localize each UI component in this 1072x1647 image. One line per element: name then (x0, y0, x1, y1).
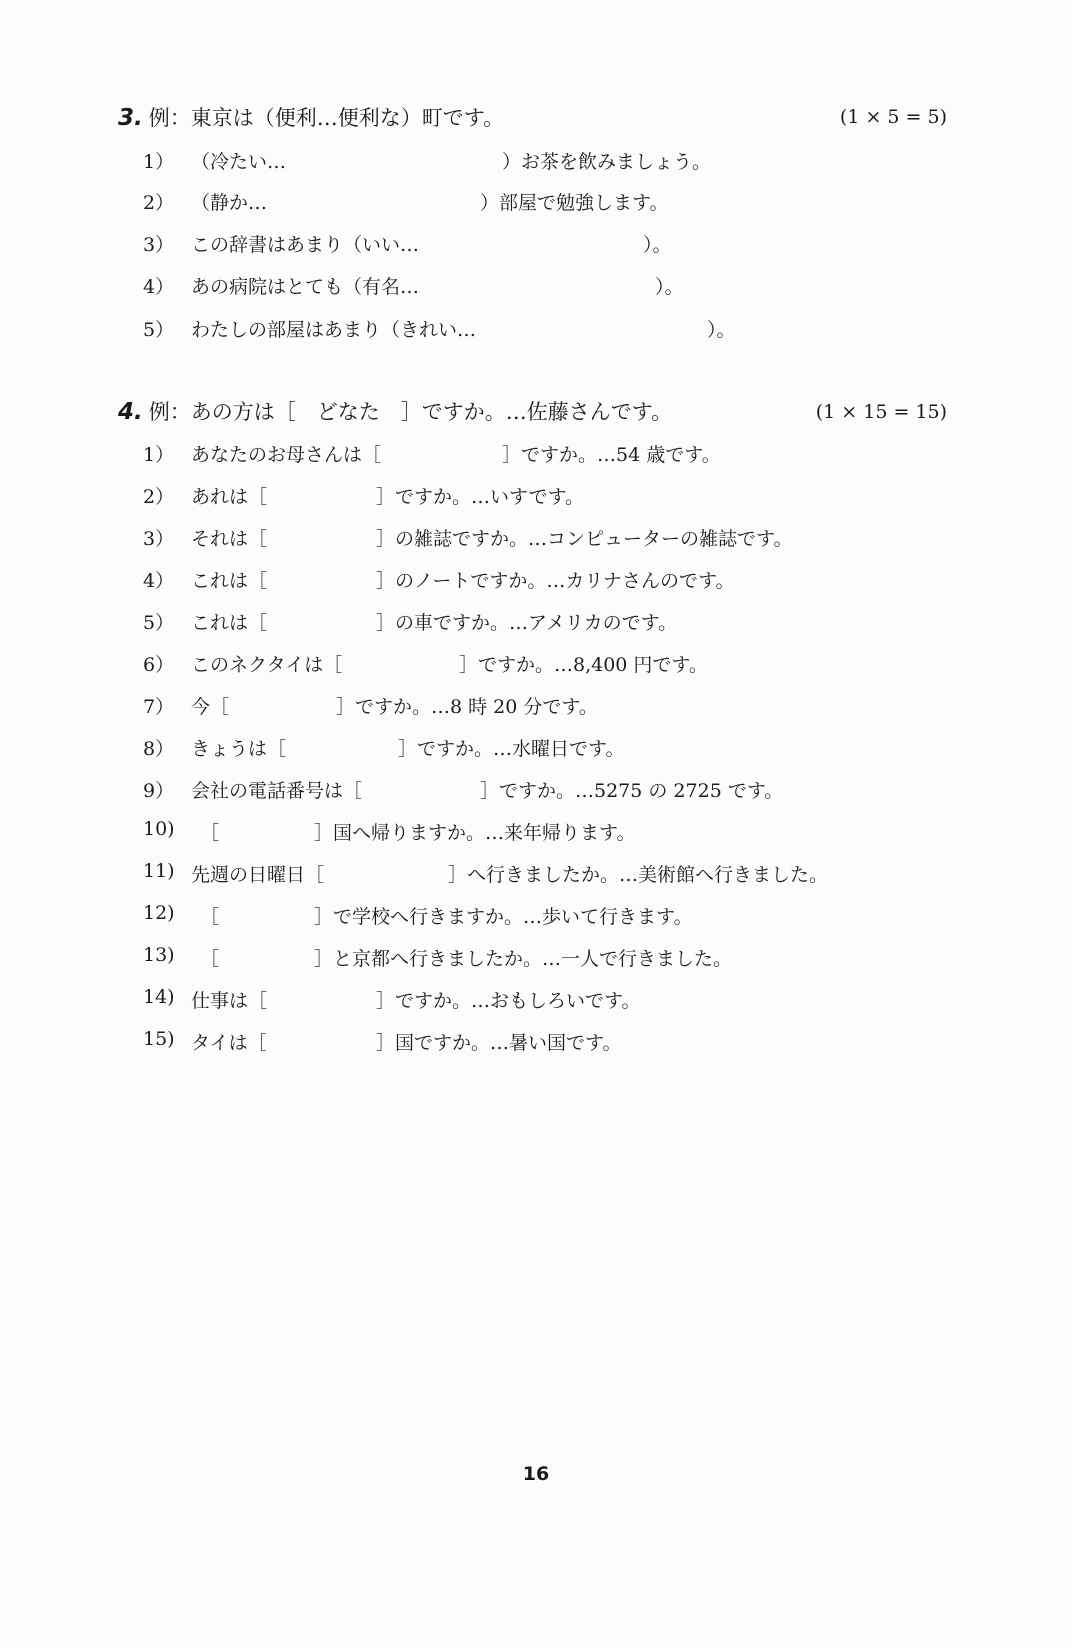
item-continuation: ］国ですか。…暑い国です。 (376, 1032, 622, 1054)
item-number: 2） (143, 192, 175, 214)
item-number: 4） (143, 276, 175, 298)
item-number: 5） (143, 319, 175, 341)
item-prompt: あなたのお母さんは［ (191, 444, 382, 466)
item-number: 3） (143, 234, 175, 256)
item-continuation: ］ですか。…いすです。 (376, 486, 585, 508)
q4-heading (118, 396, 672, 426)
item-continuation: ］ですか。…水曜日です。 (398, 738, 625, 760)
item-number: 4） (143, 570, 175, 592)
item-number: 1） (143, 444, 175, 466)
item-prompt: あの病院はとても（有名… (191, 276, 420, 298)
item-continuation: ］と京都へ行きましたか。…一人で行きました。 (314, 948, 733, 970)
item-number: 10) (143, 818, 175, 840)
item-number: 12) (143, 902, 175, 924)
q3-number: 3. (118, 105, 143, 131)
q4-item (0, 944, 1072, 974)
item-prompt: きょうは［ (191, 738, 287, 760)
item-number: 14) (143, 986, 175, 1008)
q3-item (0, 188, 1072, 218)
item-prompt: （冷たい… (191, 151, 287, 173)
page-number: 16 (522, 1463, 550, 1485)
item-number: 11) (143, 860, 175, 882)
item-number: 3） (143, 528, 175, 550)
item-prompt: ［ (200, 948, 220, 970)
q4-item (0, 734, 1072, 764)
q4-item (0, 440, 1072, 470)
q4-item (0, 482, 1072, 512)
q4-example: 例：あの方は［ どなた ］ですか。…佐藤さんです。 (148, 400, 673, 424)
item-prompt: ［ (200, 822, 220, 844)
q4-item (0, 860, 1072, 890)
item-prompt: わたしの部屋はあまり（きれい… (191, 319, 477, 341)
q3-item (0, 272, 1072, 302)
item-prompt: 会社の電話番号は［ (191, 780, 363, 802)
item-continuation: ］ですか。…54 歳です。 (502, 444, 721, 466)
item-prompt: これは［ (191, 570, 268, 592)
q3-example: 例：東京は（便利…便利な）町です。 (148, 106, 505, 130)
item-prompt: これは［ (191, 612, 268, 634)
item-prompt: 仕事は［ (191, 990, 268, 1012)
item-number: 6） (143, 654, 175, 676)
q3-item (0, 315, 1072, 345)
item-number: 1） (143, 151, 175, 173)
item-prompt: この辞書はあまり（いい… (191, 234, 420, 256)
item-continuation: ］ですか。…8,400 円です。 (459, 654, 708, 676)
item-prompt: それは［ (191, 528, 268, 550)
item-prompt: 今［ (191, 696, 230, 718)
q4-item (0, 608, 1072, 638)
item-prompt: このネクタイは［ (191, 654, 343, 676)
q4-score: (1 × 15 = 15) (815, 401, 947, 423)
item-continuation: ］ですか。…8 時 20 分です。 (336, 696, 598, 718)
item-prompt: タイは［ (191, 1032, 267, 1054)
item-continuation: ）お茶を飲みましょう。 (502, 151, 712, 173)
item-number: 13) (143, 944, 175, 966)
q4-item (0, 692, 1072, 722)
q3-item (0, 230, 1072, 260)
item-continuation: ）。 (643, 234, 672, 256)
item-continuation: ）部屋で勉強します。 (480, 192, 669, 214)
item-continuation: ］ですか。…おもしろいです。 (376, 990, 641, 1012)
q4-number: 4. (118, 399, 143, 425)
item-continuation: ］の車ですか。…アメリカのです。 (376, 612, 678, 634)
item-number: 8） (143, 738, 175, 760)
q3-heading (118, 102, 504, 132)
item-continuation: ］へ行きましたか。…美術館へ行きました。 (448, 864, 829, 886)
q4-item (0, 986, 1072, 1016)
item-continuation: ］のノートですか。…カリナさんのです。 (376, 570, 735, 592)
item-continuation: ］国へ帰りますか。…来年帰ります。 (314, 822, 636, 844)
item-number: 15) (143, 1028, 175, 1050)
item-continuation: ］ですか。…5275 の 2725 です。 (480, 780, 784, 802)
item-number: 5） (143, 612, 175, 634)
item-continuation: ）。 (707, 319, 736, 341)
item-prompt: あれは［ (191, 486, 268, 508)
q4-item (0, 1028, 1072, 1058)
item-number: 9） (143, 780, 175, 802)
q4-item (0, 650, 1072, 680)
q3-score: (1 × 5 = 5) (839, 106, 947, 128)
item-continuation: ）。 (655, 276, 684, 298)
item-continuation: ］の雑誌ですか。…コンピューターの雑誌です。 (376, 528, 793, 550)
item-number: 7） (143, 696, 175, 718)
q4-item (0, 776, 1072, 806)
item-prompt: 先週の日曜日［ (191, 864, 325, 886)
item-prompt: ［ (200, 906, 220, 928)
q3-item (0, 147, 1072, 177)
q4-item (0, 902, 1072, 932)
q4-item (0, 566, 1072, 596)
item-continuation: ］で学校へ行きますか。…歩いて行きます。 (314, 906, 693, 928)
item-number: 2） (143, 486, 175, 508)
q4-item (0, 818, 1072, 848)
item-prompt: （静か… (191, 192, 268, 214)
q4-item (0, 524, 1072, 554)
